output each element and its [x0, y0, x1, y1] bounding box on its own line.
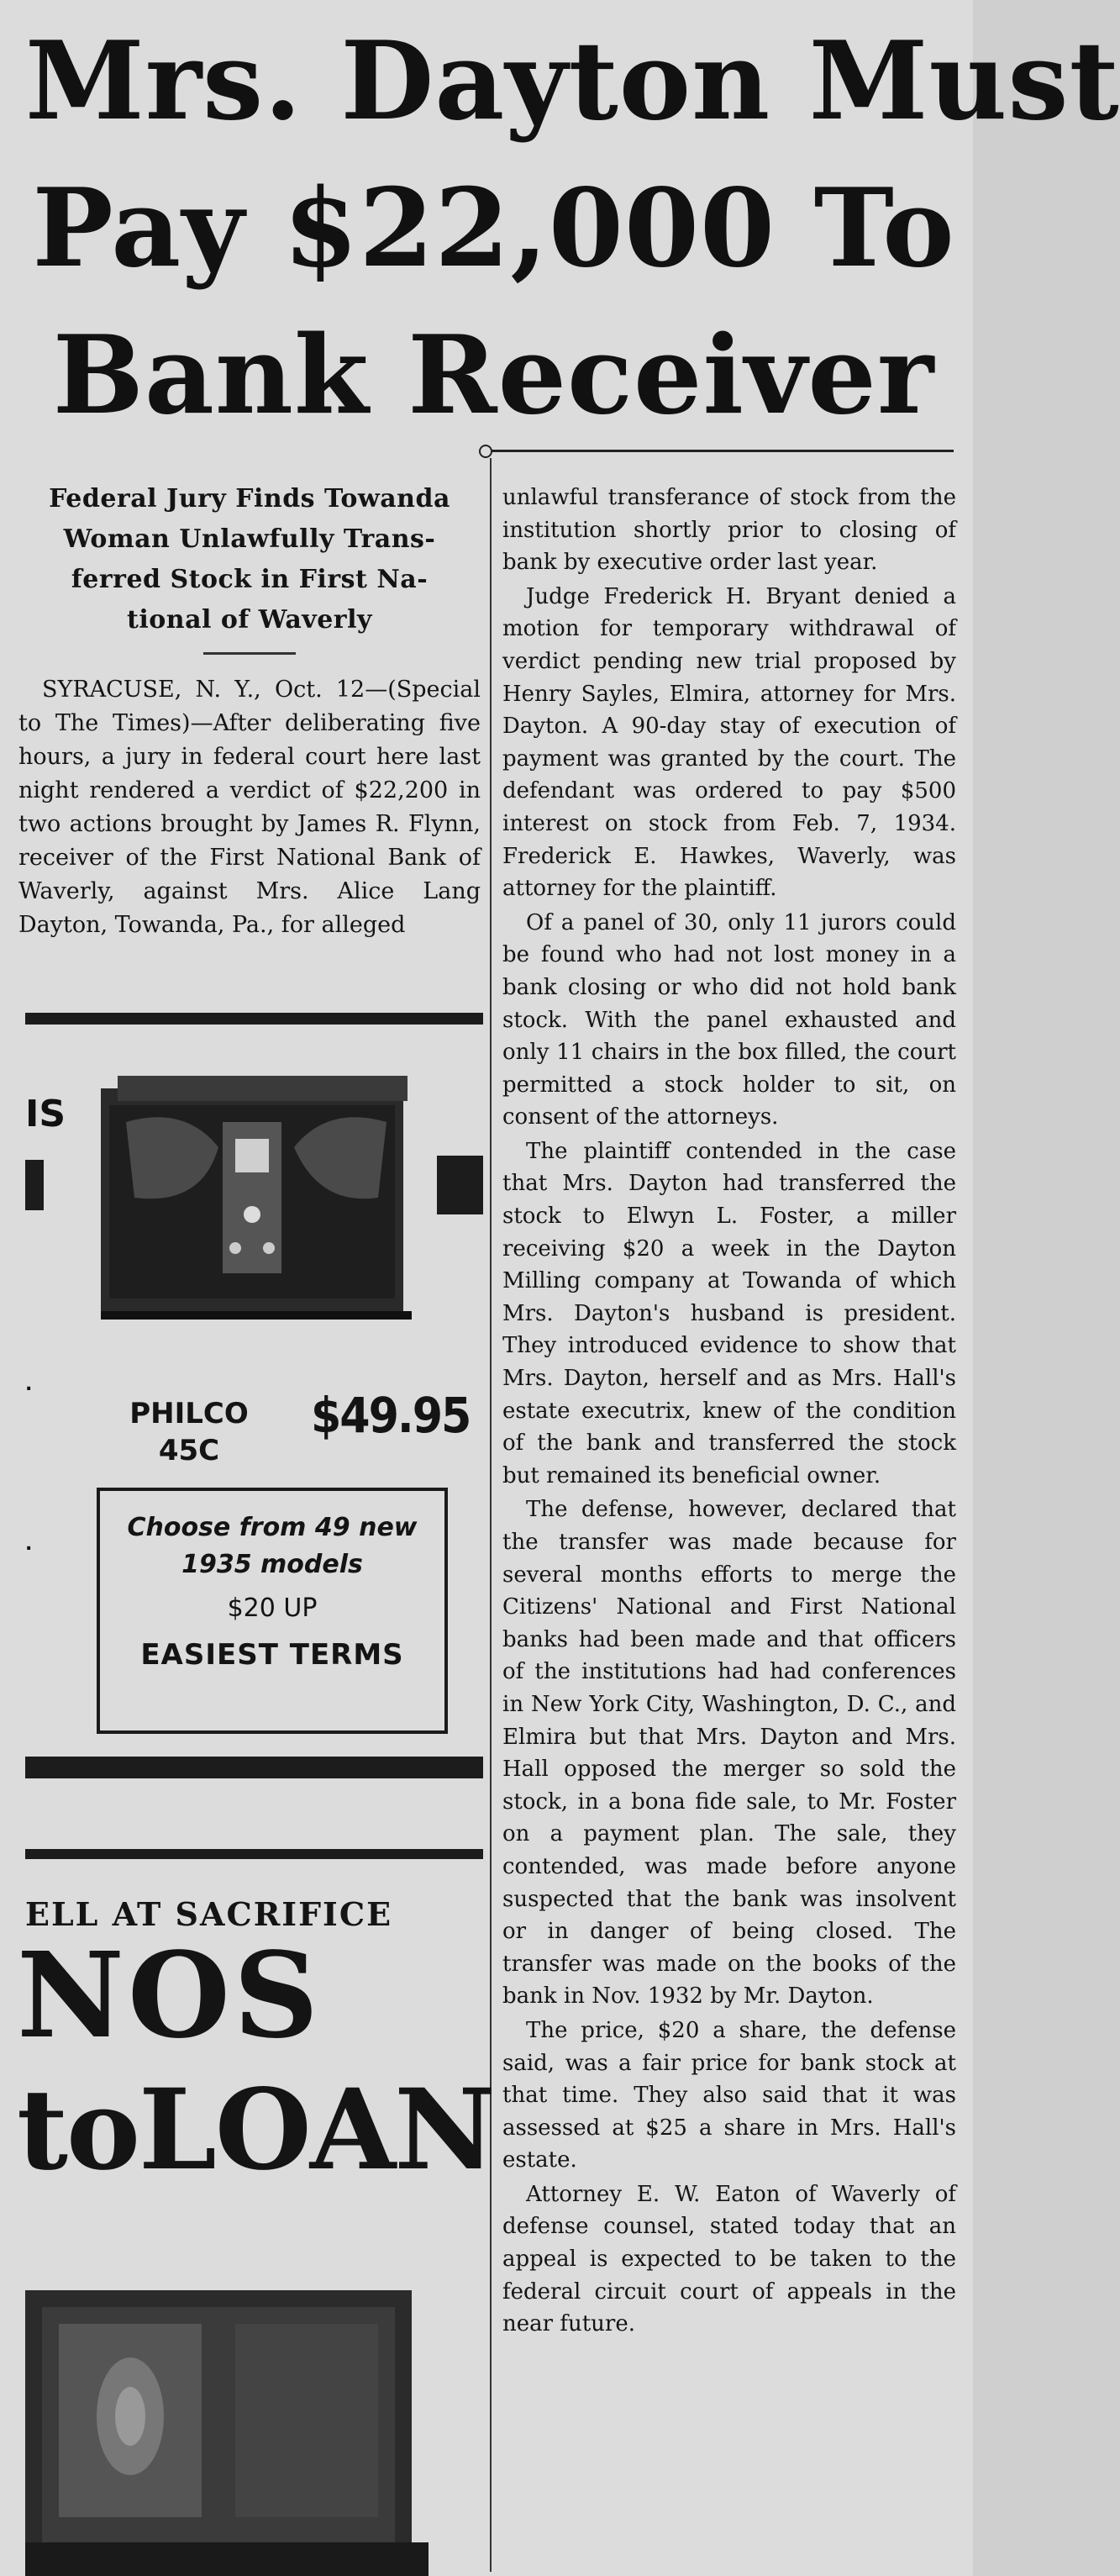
ad-left-mark: . [25, 1374, 33, 1395]
terms-easiest: EASIEST TERMS [140, 1638, 404, 1672]
subheadline-line-3: ferred Stock in First Na- [71, 565, 429, 594]
subheadline-line-1: Federal Jury Finds Towanda [49, 484, 450, 514]
article-left-column [18, 479, 481, 942]
piano-illustration [25, 2290, 445, 2576]
ad-side-block [437, 1156, 483, 1214]
article-paragraph: Of a panel of 30, only 11 jurors could be found who had not lost money in a bank closing or who did not hold bank stock. With the panel exhausted and only 11 chairs in the box filled, the court permitted a stock holder to sit, on consent of the attorneys. [502, 909, 956, 1130]
subheadline-line-2: Woman Unlawfully Trans- [63, 524, 436, 554]
philco-advertisement [25, 1013, 483, 1811]
ad-border-top [25, 1849, 483, 1859]
headline-line-2: Pay $22,000 To [32, 166, 955, 292]
article-paragraph: The plaintiff contended in the case that Mrs. Dayton had transferred the stock to Elwyn L. Foster, a miller receiving $20 a week in the Dayton Milling company at Towanda of which Mrs. Dayton's husband is president. They introduced evidence to show that Mrs. Dayton, herself and as Mrs. Hall's estate executrix, knew of the condition of the bank and transferred the stock but remained its beneficial owner. [502, 1138, 956, 1488]
article-paragraph-continued: unlawful transferance of stock from the institution shortly prior to closing of bank by executive order last year. [502, 485, 956, 576]
article-lead-paragraph: SYRACUSE, N. Y., Oct. 12—(Special to The Times)—After deliberating five hours, a jury in federal court here last night rendered a verdict of $22,200 in two actions brought by James R. Flynn, receiver of the First National Bank of Waverly, against Mrs. Alice Lang Dayton, Towanda, Pa., for alleged [18, 677, 481, 938]
radio-model-number: 45C [158, 1434, 220, 1467]
radio-price: $49.95 [311, 1387, 471, 1444]
article-right-column [502, 482, 956, 2342]
terms-price-up: $20 UP [227, 1594, 318, 1623]
radio-cabinet-illustration [84, 1072, 437, 1324]
article-paragraph: Judge Frederick H. Bryant denied a motion for temporary withdrawal of verdict pending new trial proposed by Henry Sayles, Elmira, attorney for Mrs. Dayton. A 90-day stay of execution of payment was granted by the court. The defendant was ordered to pay $500 interest on stock from Feb. 7, 1934. Frederick E. Hawkes, Waverly, was attorney for the plaintiff. [502, 583, 956, 902]
ad-left-mark: . [25, 1534, 33, 1555]
ad-border-bottom [25, 1757, 483, 1778]
ad-large-text-1: NOS [17, 1927, 323, 2065]
ad-border-top [25, 1013, 483, 1025]
subheadline-line-4: tional of Waverly [127, 605, 372, 635]
terms-box [97, 1488, 448, 1734]
article-paragraph: The defense, however, declared that the transfer was made because for several months efforts to merge the Citizens' National and First National banks had been made and that officers of the institutions had had conferences in New York City, Washington, D. C., and Elmira but that Mrs. Dayton and Mrs. Hall opposed the merger so sold the stock, in a bona fide sale, to Mr. Foster on a payment plan. The sale, they contended, was made before anyone suspected that the bank was insolvent or in danger of being closed. The transfer was made on the books of the bank in Nov. 1932 by Mr. Dayton. [502, 1497, 956, 2010]
column-divider [490, 458, 492, 2572]
deck-divider [203, 652, 296, 655]
article-paragraph: The price, $20 a share, the defense said, was a fair price for bank stock at that time. They also said that it was assessed at $25 a share in Mrs. Hall's estate. [502, 2017, 956, 2173]
ad-large-text-2: toLOAN [17, 2065, 494, 2195]
ad-partial-block [25, 1160, 44, 1210]
column-rule-top [487, 450, 954, 452]
radio-model [118, 1395, 260, 1469]
headline [25, 8, 1120, 450]
subheadline [18, 479, 481, 640]
headline-line-3: Bank Receiver [52, 313, 935, 439]
terms-choose-line-1: Choose from 49 new [127, 1513, 418, 1542]
headline-line-1: Mrs. Dayton Must [25, 18, 1120, 145]
terms-choose-line-2: 1935 models [181, 1550, 363, 1579]
ad-partial-heading: IS [25, 1093, 66, 1135]
piano-advertisement [17, 1849, 494, 2576]
article-paragraph: Attorney E. W. Eaton of Waverly of defense counsel, stated today that an appeal is expected to be taken to the federal circuit court of appeals in the near future. [502, 2181, 956, 2337]
radio-model-name: PHILCO [129, 1397, 249, 1430]
sale-heading: ELL AT SACRIFICE [25, 1895, 393, 1933]
